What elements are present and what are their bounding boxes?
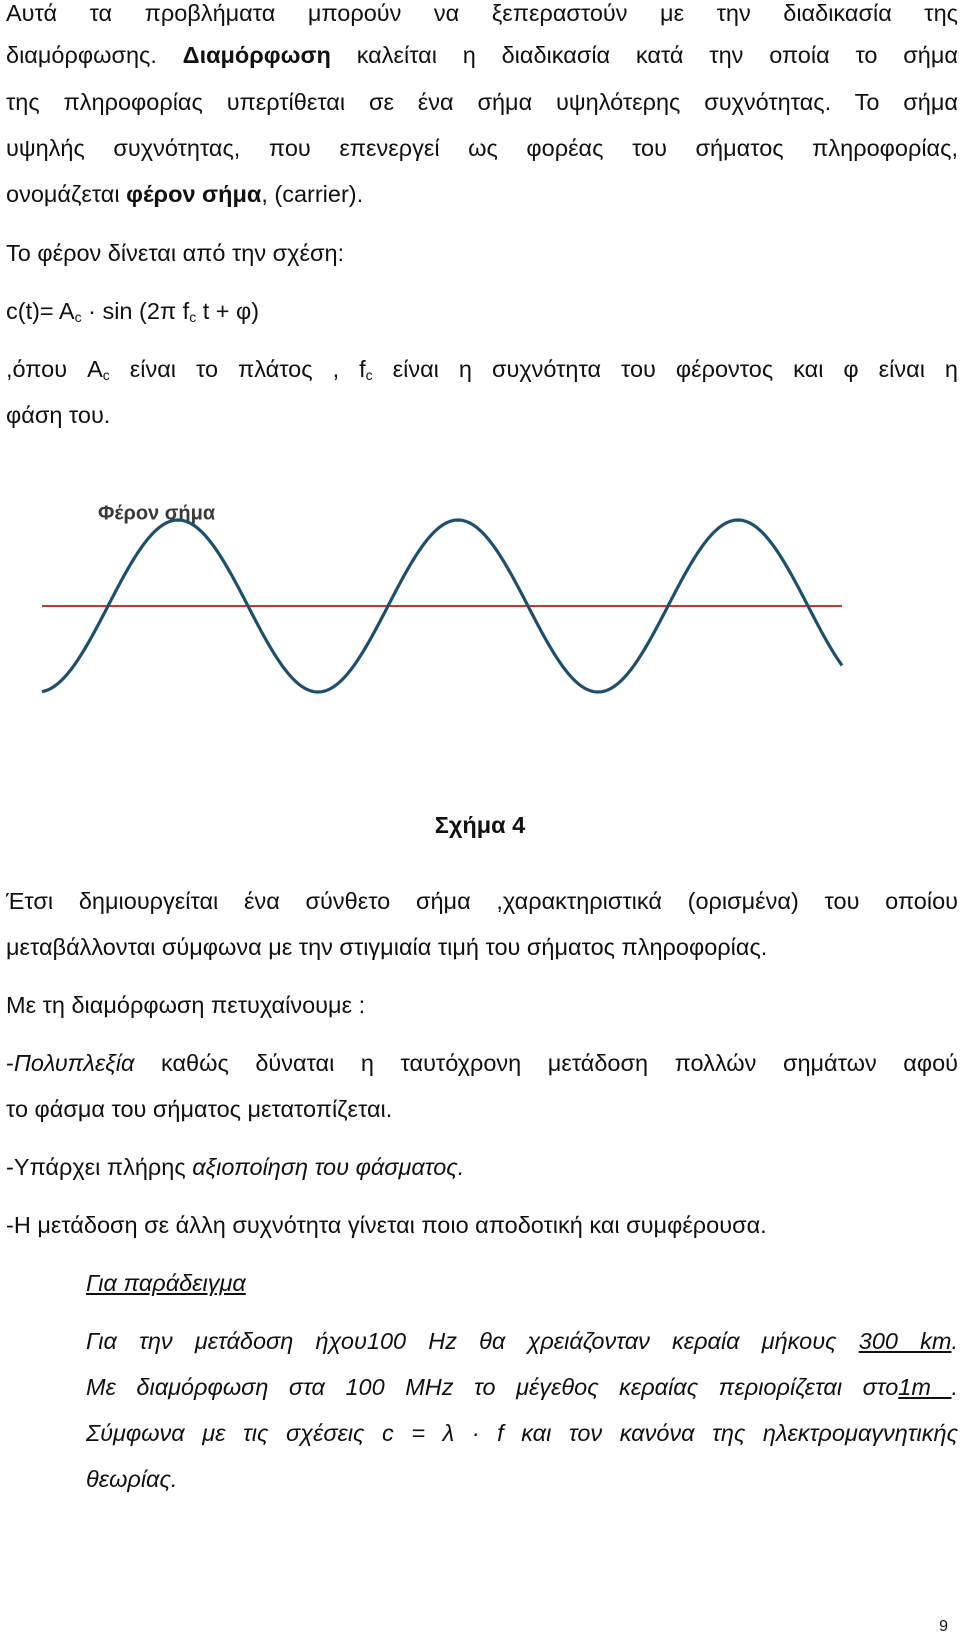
- paragraph-line: της πληροφορίας υπερτίθεται σε ένα σήμα υψηλότερης συχνότητας. Το σήμα: [6, 89, 958, 115]
- paragraph-line: [6, 42, 958, 69]
- paragraph-line: [6, 181, 958, 208]
- benefit-item-continued: το φάσμα του σήματος μετατοπίζεται.: [6, 1096, 393, 1122]
- benefit-item: [6, 1154, 958, 1181]
- text: Με διαμόρφωση στα 100 MHz το μέγεθος κεραίας περιορίζεται στο: [86, 1374, 899, 1400]
- example-title: Για παράδειγμα: [86, 1270, 246, 1296]
- text: , (carrier).: [261, 181, 364, 207]
- carrier-relation: Το φέρον δίνεται από την σχέση:: [6, 240, 345, 266]
- benefit-item: -Η μετάδοση σε άλλη συχνότητα γίνεται ποιο αποδοτική και συμφέρουσα.: [6, 1212, 767, 1238]
- example-line: Σύμφωνα με τις σχέσεις c = λ · f και τον κανόνα της ηλεκτρομαγνητικής: [86, 1420, 958, 1446]
- text: είναι το πλάτος , f: [109, 356, 366, 382]
- term-multiplexing: Πολυπλεξία: [13, 1050, 135, 1076]
- definition-line: φάση του.: [6, 402, 111, 428]
- text: t + φ): [196, 298, 260, 324]
- subscript: c: [102, 367, 110, 383]
- definition-line: [6, 356, 958, 383]
- text: καθώς δύναται η ταυτόχρονη μετάδοση πολλών σημάτων αφού: [134, 1050, 958, 1076]
- carrier-wave-figure: [40, 500, 900, 740]
- value-1m: 1m: [898, 1374, 952, 1400]
- text: -Υπάρχει πλήρης: [6, 1154, 193, 1180]
- subscript: c: [189, 309, 197, 325]
- benefit-item: [6, 1050, 958, 1077]
- page-number: 9: [939, 1618, 948, 1635]
- value-300km: 300 km: [858, 1328, 952, 1354]
- text: ,όπου A: [6, 356, 103, 382]
- text: είναι η συχνότητα του φέροντος και φ είναι η: [372, 356, 958, 382]
- example-line: [86, 1328, 958, 1355]
- text: -: [6, 1050, 14, 1076]
- text: .: [951, 1374, 958, 1400]
- paragraph-line: υψηλής συχνότητας, που επενεργεί ως φορέας του σήματος πληροφορίας,: [6, 135, 958, 161]
- paragraph-line: Αυτά τα προβλήματα μπορούν να ξεπεραστούν με την διαδικασία της: [6, 0, 958, 26]
- figure-label: Φέρον σήμα: [98, 502, 216, 525]
- figure-caption: Σχήμα 4: [434, 812, 526, 838]
- text: c(t)= A: [6, 298, 75, 324]
- example-line: [86, 1374, 958, 1401]
- text: ονομάζεται: [6, 181, 127, 207]
- text: · sin (2π f: [81, 298, 190, 324]
- term-modulation: Διαμόρφωση: [182, 42, 331, 68]
- text: διαμόρφωσης.: [6, 42, 183, 68]
- subscript: c: [74, 309, 82, 325]
- term-spectrum-utilization: αξιοποίηση του φάσματος.: [192, 1154, 465, 1180]
- term-carrier: φέρον σήμα: [126, 181, 262, 207]
- text: .: [951, 1328, 958, 1354]
- subscript: c: [365, 367, 373, 383]
- text: καλείται η διαδικασία κατά την οποία το σήμα: [330, 42, 958, 68]
- example-line: θεωρίας.: [86, 1466, 178, 1492]
- formula: [6, 298, 958, 325]
- benefits-intro: Με τη διαμόρφωση πετυχαίνουμε :: [6, 992, 366, 1018]
- paragraph-line: Έτσι δημιουργείται ένα σύνθετο σήμα ,χαρακτηριστικά (ορισμένα) του οποίου: [6, 888, 958, 914]
- text: Για την μετάδοση ήχου100 Hz θα χρειάζονταν κεραία μήκους: [86, 1328, 859, 1354]
- paragraph-line: μεταβάλλονται σύμφωνα με την στιγμιαία τιμή του σήματος πληροφορίας.: [6, 934, 768, 960]
